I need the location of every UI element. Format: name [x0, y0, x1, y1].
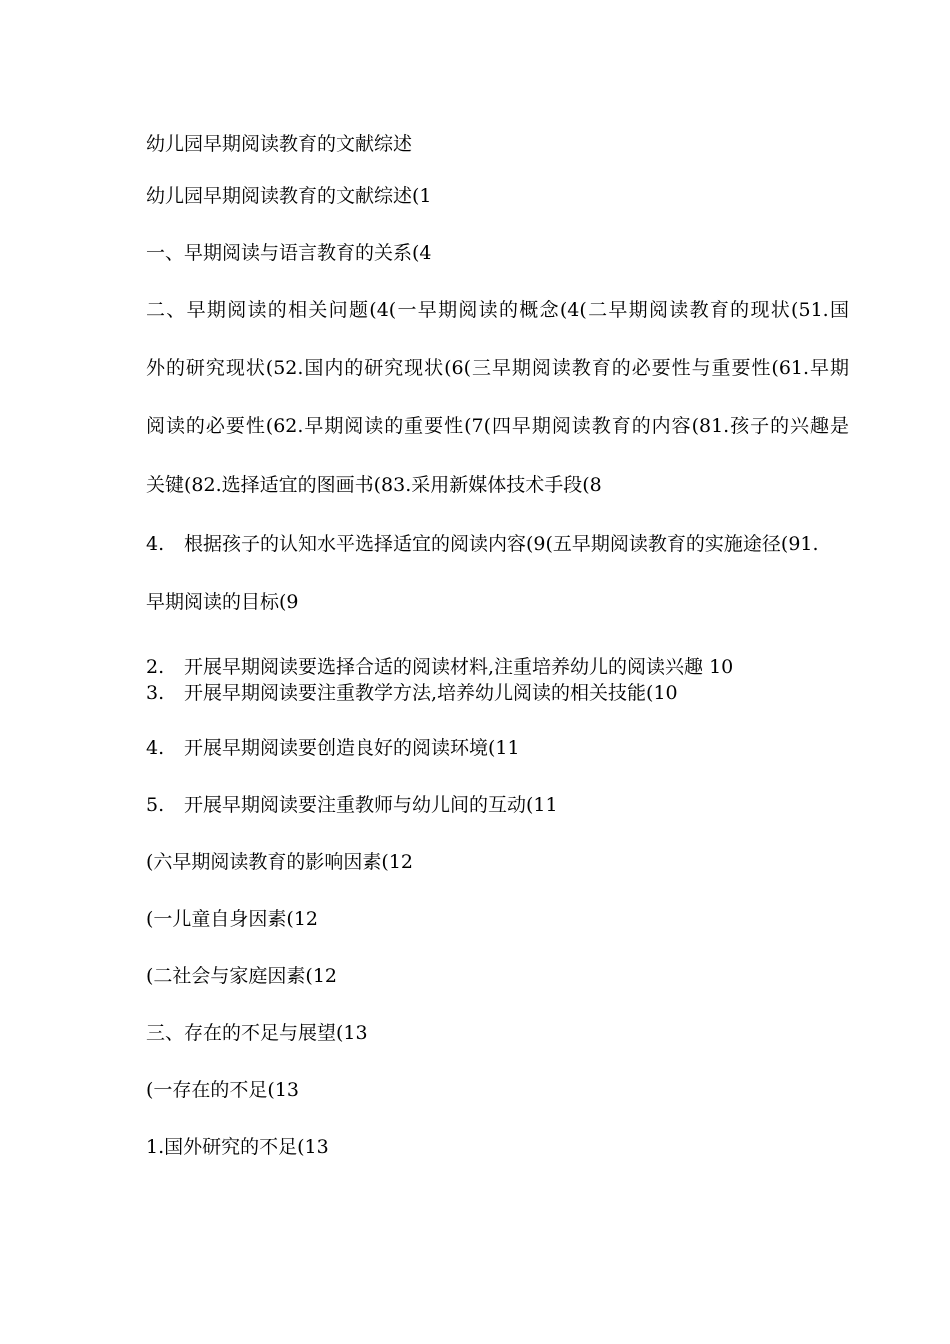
toc-line: (二社会与家庭因素(12 [146, 965, 338, 987]
toc-line: (六早期阅读教育的影响因素(12 [146, 851, 414, 873]
toc-numbered-line [146, 655, 866, 679]
item-text: 开展早期阅读要创造良好的阅读环境(11 [184, 737, 520, 759]
item-number: 2. [146, 656, 165, 678]
item-text: 根据孩子的认知水平选择适宜的阅读内容(9(五早期阅读教育的实施途径(91. [184, 533, 819, 555]
toc-numbered-line [146, 681, 866, 705]
toc-line: 阅读的必要性(62.早期阅读的重要性(7(四早期阅读教育的内容(81.孩子的兴趣是 [146, 415, 849, 437]
toc-line: 1.国外研究的不足(13 [146, 1136, 329, 1158]
toc-line: 二、早期阅读的相关问题(4(一早期阅读的概念(4(二早期阅读教育的现状(51.国 [146, 299, 849, 321]
item-number: 5. [146, 794, 165, 816]
item-text: 开展早期阅读要注重教学方法,培养幼儿阅读的相关技能(10 [184, 682, 678, 704]
toc-line: 幼儿园早期阅读教育的文献综述(1 [146, 185, 432, 207]
toc-line: 一、早期阅读与语言教育的关系(4 [146, 242, 432, 264]
toc-line: 关键(82.选择适宜的图画书(83.采用新媒体技术手段(8 [146, 474, 602, 496]
item-number: 3. [146, 682, 165, 704]
toc-numbered-line [146, 532, 866, 556]
toc-line: 早期阅读的目标(9 [146, 591, 299, 613]
item-number: 4. [146, 533, 165, 555]
toc-line: (一存在的不足(13 [146, 1079, 300, 1101]
toc-numbered-line [146, 793, 866, 817]
toc-numbered-line [146, 736, 866, 760]
item-number: 4. [146, 737, 165, 759]
document-title: 幼儿园早期阅读教育的文献综述 [146, 133, 413, 155]
item-text: 开展早期阅读要注重教师与幼儿间的互动(11 [184, 794, 558, 816]
toc-line: (一儿童自身因素(12 [146, 908, 319, 930]
toc-line: 外的研究现状(52.国内的研究现状(6(三早期阅读教育的必要性与重要性(61.早期 [146, 357, 849, 379]
toc-line: 三、存在的不足与展望(13 [146, 1022, 368, 1044]
item-text: 开展早期阅读要选择合适的阅读材料,注重培养幼儿的阅读兴趣 10 [184, 656, 734, 678]
